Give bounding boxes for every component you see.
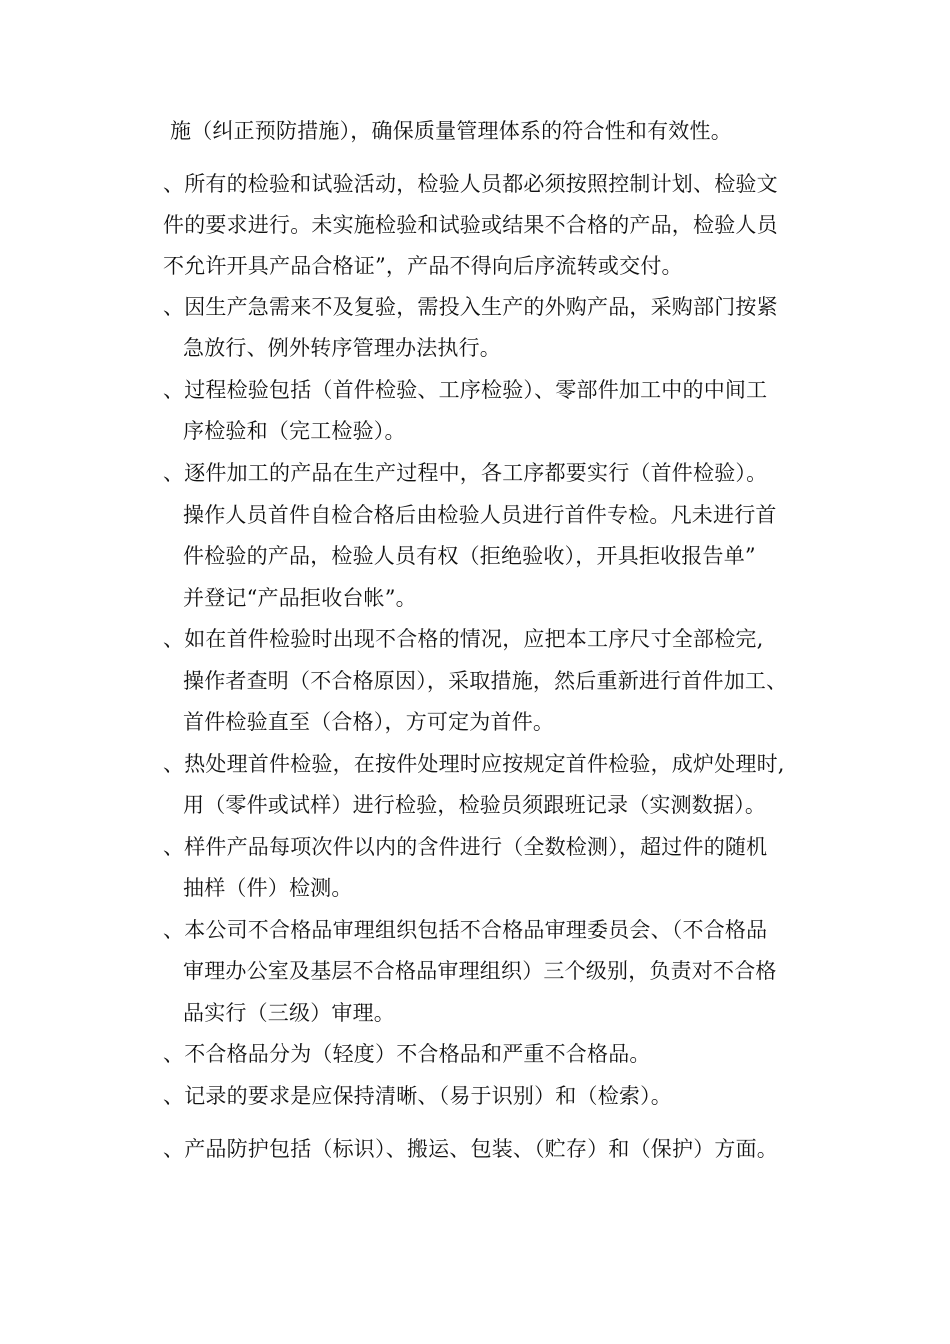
text-line: 、过程检验包括（首件检验、工序检验）、零部件加工中的中间工 bbox=[163, 378, 768, 402]
text-line: 、因生产急需来不及复验，需投入生产的外购产品，采购部门按紧 bbox=[163, 295, 778, 319]
text-line: 审理办公室及基层不合格品审理组织）三个级别，负责对不合格 bbox=[183, 959, 777, 983]
text-line: 序检验和（完工检验）。 bbox=[183, 419, 406, 443]
text-line: 、热处理首件检验，在按件处理时应按规定首件检验，成炉处理时, bbox=[163, 752, 785, 776]
text-line: 、所有的检验和试验活动，检验人员都必须按照控制计划、检验文 bbox=[163, 172, 778, 196]
text-line: 、如在首件检验时出现不合格的情况，应把本工序尺寸全部检完, bbox=[163, 627, 764, 651]
text-line: 不允许开具产品合格证”，产品不得向后序流转或交付。 bbox=[163, 254, 683, 278]
text-line: 、本公司不合格品审理组织包括不合格品审理委员会、（不合格品 bbox=[163, 918, 768, 942]
text-line: 、不合格品分为（轻度）不合格品和严重不合格品。 bbox=[163, 1042, 651, 1066]
text-line: 、产品防护包括（标识）、搬运、包装、（贮存）和（保护）方面。 bbox=[163, 1137, 778, 1161]
text-line: 急放行、例外转序管理办法执行。 bbox=[183, 336, 501, 360]
text-line: 操作者查明（不合格原因），采取措施，然后重新进行首件加工、 bbox=[183, 669, 788, 693]
text-line: 操作人员首件自检合格后由检验人员进行首件专检。凡未进行首 bbox=[183, 503, 777, 527]
text-line: 件检验的产品，检验人员有权（拒绝验收），开具拒收报告单” bbox=[183, 544, 756, 568]
text-line: 、记录的要求是应保持清晰、（易于识别）和（检索）。 bbox=[163, 1084, 672, 1108]
text-line: 用（零件或试样）进行检验，检验员须跟班记录（实测数据）。 bbox=[183, 793, 767, 817]
text-line: 并登记“产品拒收台帐”。 bbox=[183, 586, 417, 610]
text-line: 首件检验直至（合格），方可定为首件。 bbox=[183, 710, 555, 734]
text-line: 施（纠正预防措施），确保质量管理体系的符合性和有效性。 bbox=[170, 119, 732, 143]
text-line: 、逐件加工的产品在生产过程中，各工序都要实行（首件检验）。 bbox=[163, 461, 768, 485]
text-line: 抽样（件）检测。 bbox=[183, 876, 353, 900]
text-line: 件的要求进行。未实施检验和试验或结果不合格的产品，检验人员 bbox=[163, 213, 778, 237]
text-line: 品实行（三级）审理。 bbox=[183, 1001, 395, 1025]
text-line: 、样件产品每项次件以内的含件进行（全数检测），超过件的随机 bbox=[163, 835, 768, 859]
